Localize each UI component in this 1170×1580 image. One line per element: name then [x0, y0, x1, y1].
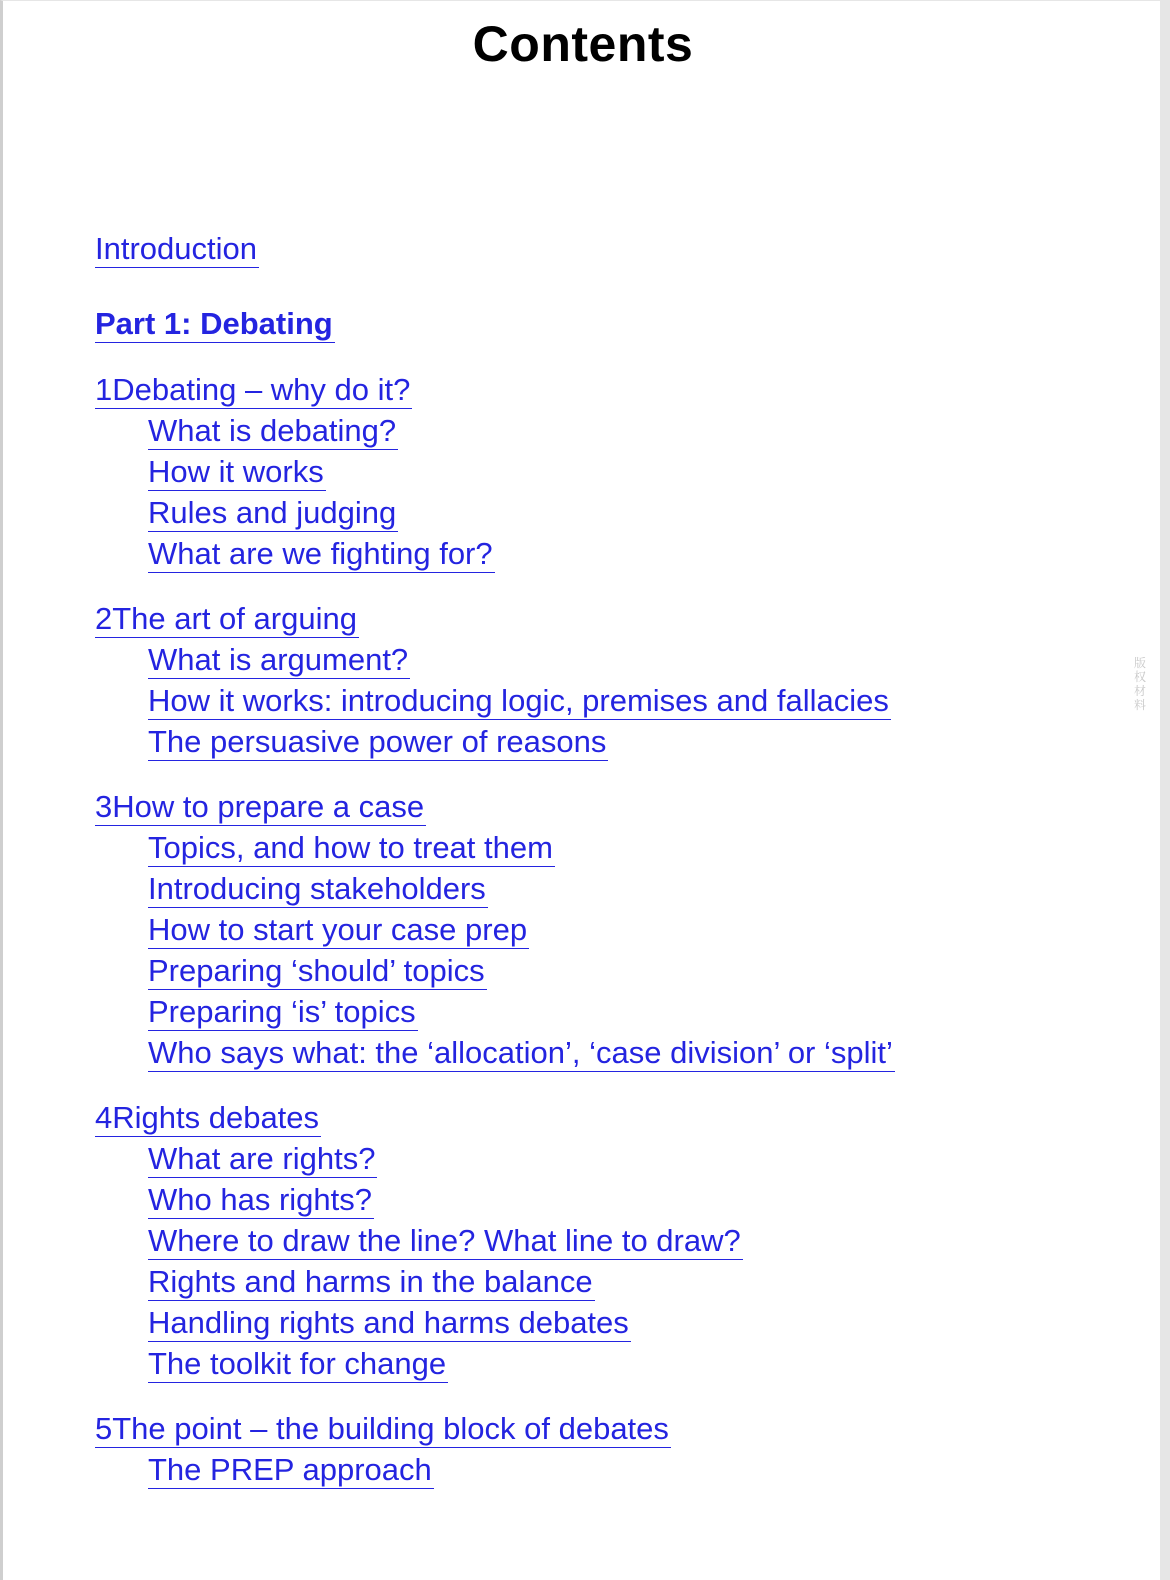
toc-link-section[interactable]: How it works: introducing logic, premises and fallacies [148, 683, 889, 718]
toc-link-section[interactable]: What is debating? [148, 413, 397, 448]
copyright-watermark: 版权材料 [1133, 656, 1146, 712]
toc-row-section [95, 1346, 1055, 1387]
toc-row-section [95, 830, 1055, 871]
toc-row-section [95, 912, 1055, 953]
toc-row-section [95, 1223, 1055, 1264]
toc-link-chapter-2[interactable]: 2The art of arguing [95, 601, 357, 636]
toc-link-part1[interactable]: Part 1: Debating [95, 306, 333, 341]
page-title: Contents [472, 16, 694, 72]
toc-link-section[interactable]: Who says what: the ‘allocation’, ‘case division’ or ‘split’ [148, 1035, 893, 1070]
toc-row-chapter-3 [95, 789, 1055, 830]
toc-row-section [95, 683, 1055, 724]
toc-link-section[interactable]: Who has rights? [148, 1182, 372, 1217]
toc-row-section [95, 994, 1055, 1035]
toc-link-section[interactable]: The toolkit for change [148, 1346, 447, 1381]
toc-link-section[interactable]: Rights and harms in the balance [148, 1264, 593, 1299]
toc-row-section [95, 1035, 1055, 1076]
toc-row-part1 [95, 306, 1055, 348]
toc-row-chapter-4 [95, 1100, 1055, 1141]
toc-link-section[interactable]: What are rights? [148, 1141, 376, 1176]
toc-row-section [95, 454, 1055, 495]
toc-link-chapter-1[interactable]: 1Debating – why do it? [95, 372, 411, 407]
toc-link-section[interactable]: Topics, and how to treat them [148, 830, 553, 865]
toc-link-section[interactable]: What are we fighting for? [148, 536, 493, 571]
toc-row-chapter-2 [95, 601, 1055, 642]
toc-row-section [95, 1141, 1055, 1182]
toc-link-section[interactable]: How to start your case prep [148, 912, 528, 947]
toc-link-section[interactable]: Where to draw the line? What line to draw? [148, 1223, 741, 1258]
toc-row-chapter-1 [95, 372, 1055, 413]
toc-link-section[interactable]: Introducing stakeholders [148, 871, 486, 906]
toc-row-section [95, 1305, 1055, 1346]
toc-row-section [95, 1452, 1055, 1493]
toc-row-section [95, 871, 1055, 912]
toc-link-introduction[interactable]: Introduction [95, 231, 257, 266]
toc-link-section[interactable]: Preparing ‘should’ topics [148, 953, 485, 988]
table-of-contents [95, 231, 1055, 1493]
toc-link-section[interactable]: What is argument? [148, 642, 409, 677]
toc-row-introduction [95, 231, 1055, 275]
toc-row-section [95, 642, 1055, 683]
toc-row-section [95, 953, 1055, 994]
toc-link-section[interactable]: Handling rights and harms debates [148, 1305, 629, 1340]
toc-row-section [95, 724, 1055, 765]
toc-row-chapter-5 [95, 1411, 1055, 1452]
toc-link-chapter-5[interactable]: 5The point – the building block of debates [95, 1411, 669, 1446]
toc-row-section [95, 1264, 1055, 1305]
toc-link-section[interactable]: The PREP approach [148, 1452, 432, 1487]
toc-row-section [95, 1182, 1055, 1223]
toc-link-section[interactable]: The persuasive power of reasons [148, 724, 607, 759]
toc-link-section[interactable]: How it works [148, 454, 324, 489]
toc-link-chapter-3[interactable]: 3How to prepare a case [95, 789, 425, 824]
toc-row-section [95, 413, 1055, 454]
toc-link-section[interactable]: Preparing ‘is’ topics [148, 994, 416, 1029]
toc-link-chapter-4[interactable]: 4Rights debates [95, 1100, 320, 1135]
toc-row-section [95, 536, 1055, 577]
toc-link-section[interactable]: Rules and judging [148, 495, 397, 530]
toc-row-section [95, 495, 1055, 536]
